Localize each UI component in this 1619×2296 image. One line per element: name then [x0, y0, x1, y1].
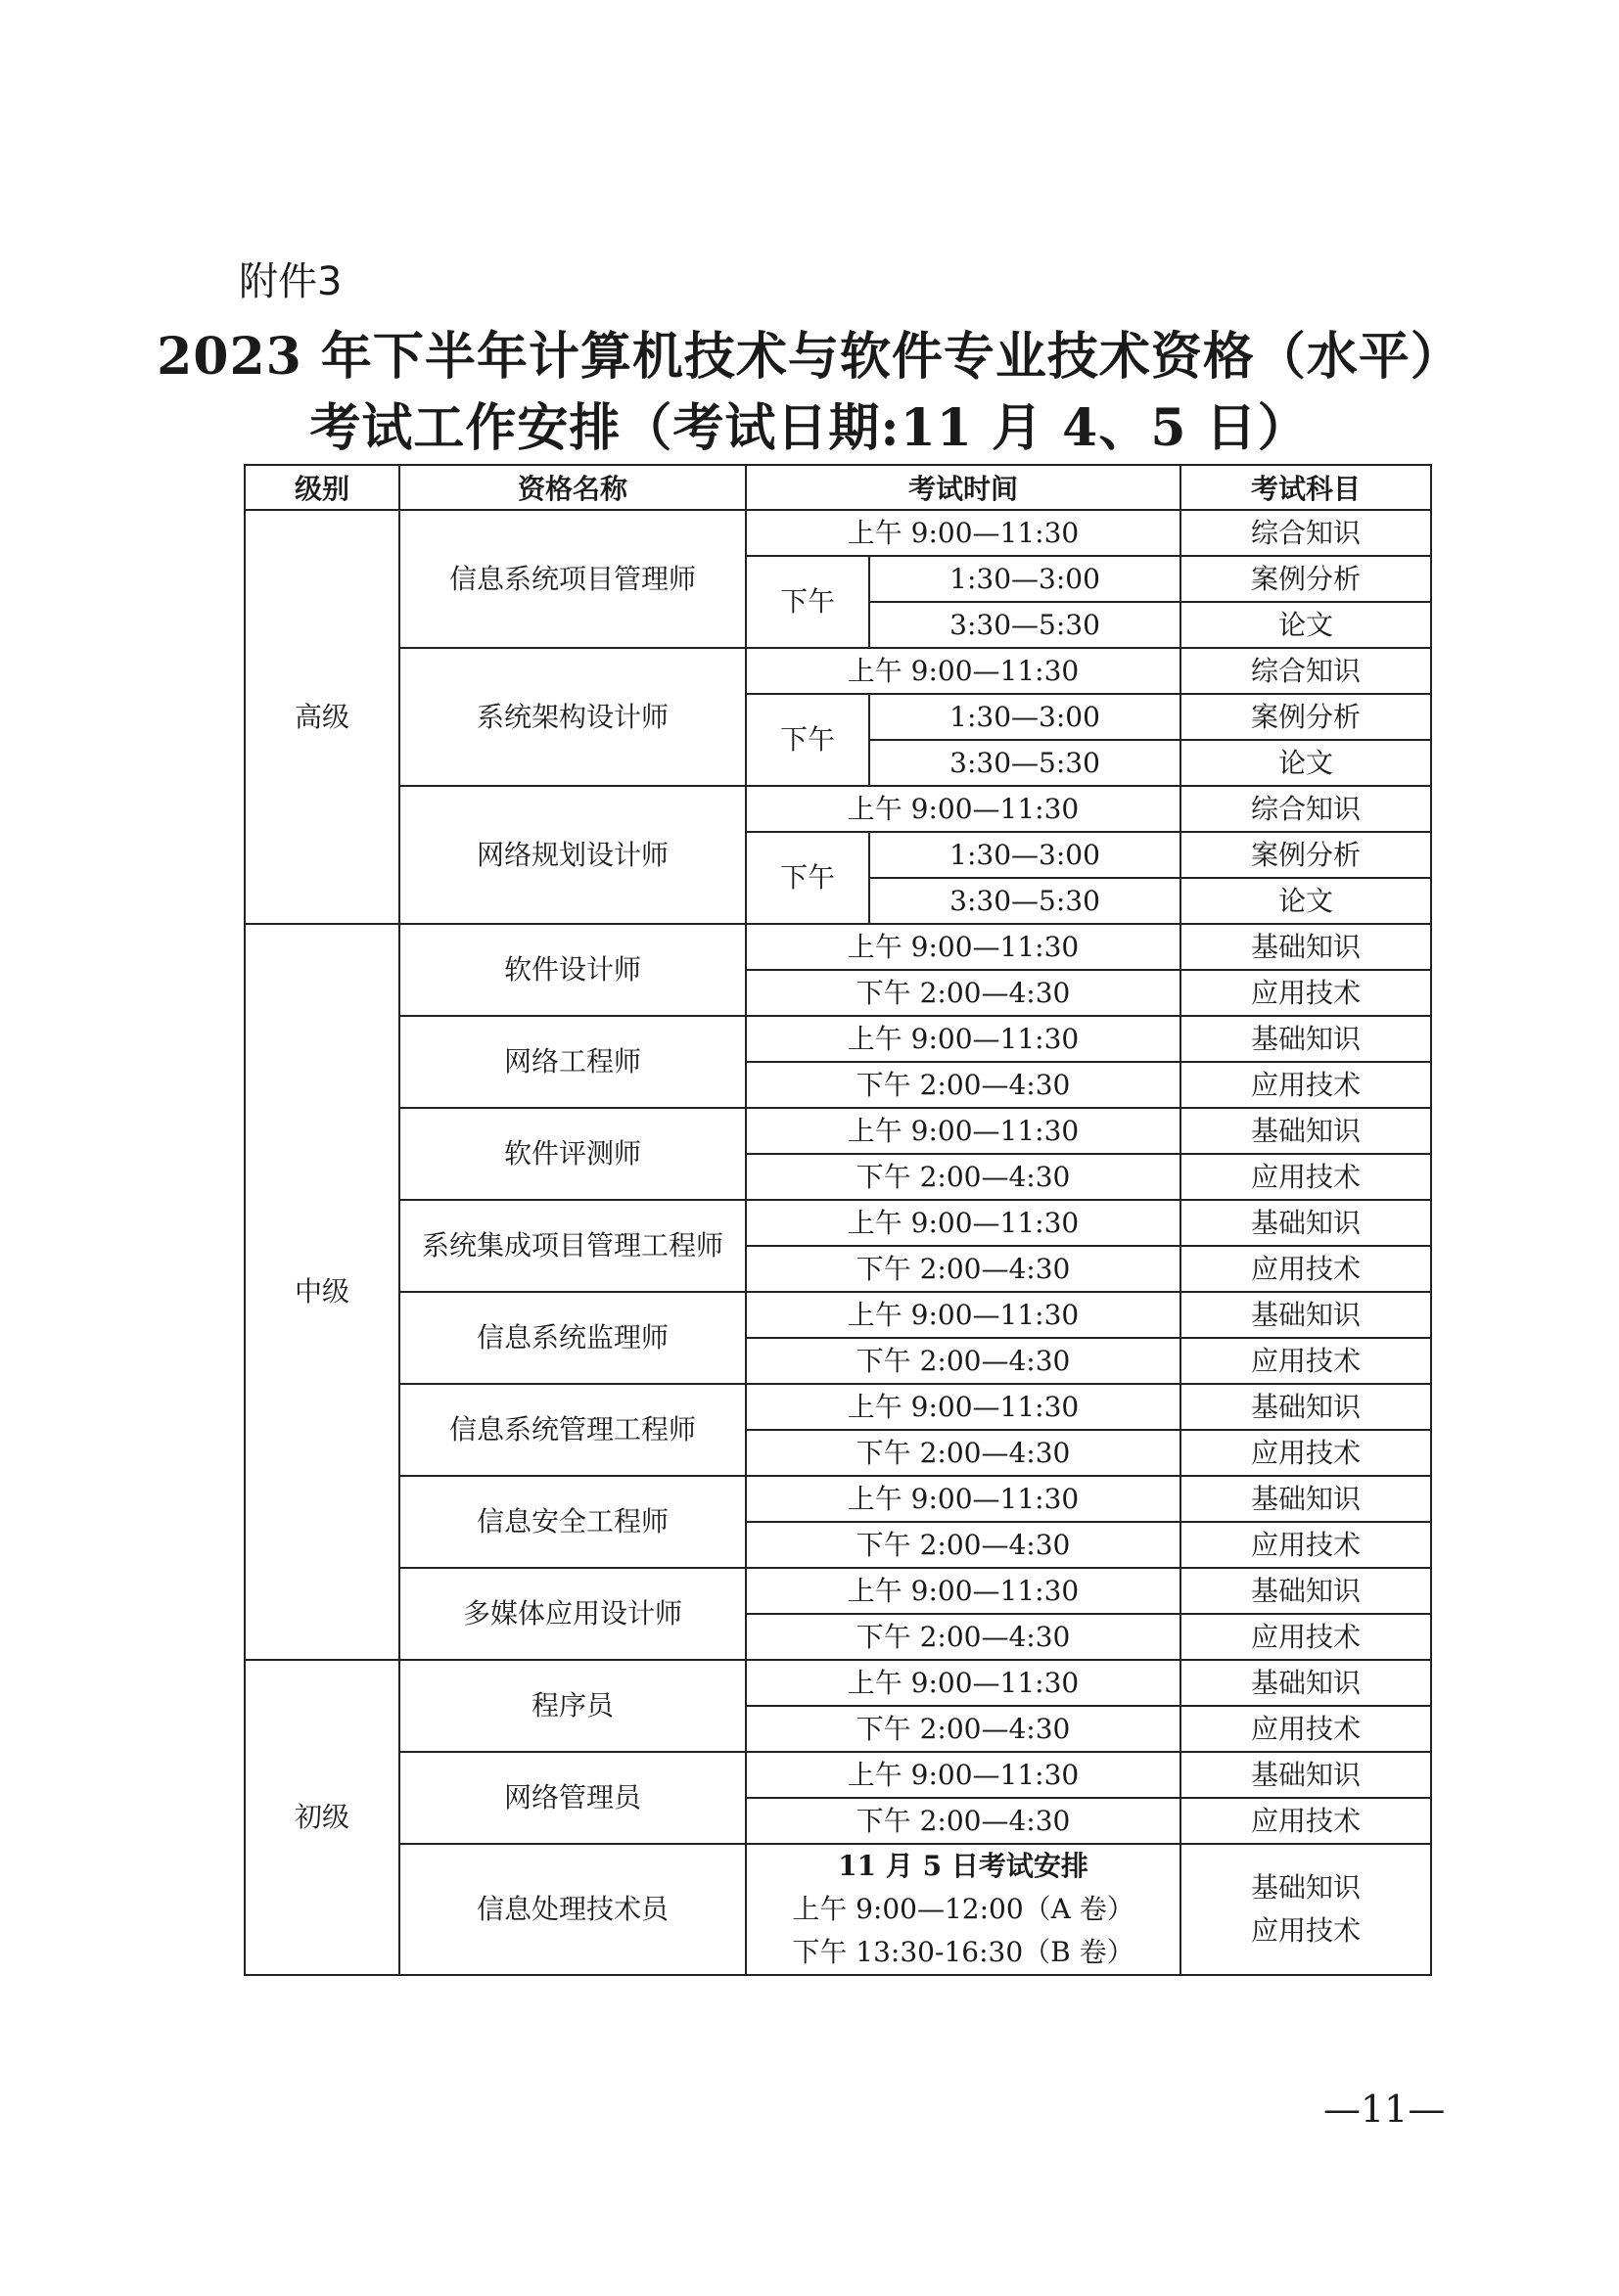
exam-time: 上午 9:00—11:30 [746, 1568, 1180, 1614]
qualification-name: 网络管理员 [399, 1752, 746, 1844]
exam-subject: 基础知识 [1180, 1752, 1431, 1798]
header-qualification: 资格名称 [399, 465, 746, 510]
exam-subject: 基础知识 [1180, 1384, 1431, 1430]
exam-time: 3:30—5:30 [869, 878, 1180, 924]
exam-subject: 应用技术 [1180, 1246, 1431, 1292]
special-schedule-title: 11 月 5 日考试安排 [838, 1850, 1088, 1882]
exam-subject: 基础知识 [1180, 924, 1431, 970]
qualification-name: 网络规划设计师 [399, 786, 746, 924]
exam-time: 下午 2:00—4:30 [746, 1798, 1180, 1844]
table-row [245, 1752, 1431, 1798]
exam-time: 上午 9:00—11:30 [746, 924, 1180, 970]
exam-subject: 案例分析 [1180, 832, 1431, 878]
exam-time: 1:30—3:00 [869, 556, 1180, 602]
exam-subject: 应用技术 [1180, 1798, 1431, 1844]
exam-subject: 应用技术 [1180, 970, 1431, 1016]
exam-subject: 基础知识 [1180, 1108, 1431, 1154]
exam-time: 上午 9:00—11:30 [746, 1200, 1180, 1246]
qualification-name: 软件评测师 [399, 1108, 746, 1200]
header-exam-time: 考试时间 [746, 465, 1180, 510]
table-row [245, 648, 1431, 694]
exam-time: 上午 9:00—11:30 [746, 1660, 1180, 1706]
table-row [245, 1476, 1431, 1522]
exam-subject: 基础知识 [1180, 1568, 1431, 1614]
exam-time: 下午 2:00—4:30 [746, 1246, 1180, 1292]
exam-time: 下午 2:00—4:30 [746, 1338, 1180, 1384]
level-senior: 高级 [245, 510, 399, 924]
exam-time: 上午 9:00—11:30 [746, 1476, 1180, 1522]
exam-subject: 基础知识 [1251, 1871, 1362, 1904]
table-row [245, 924, 1431, 970]
table-row [245, 1200, 1431, 1246]
exam-time: 上午 9:00—11:30 [746, 1108, 1180, 1154]
exam-subject: 应用技术 [1180, 1154, 1431, 1200]
exam-subject: 综合知识 [1180, 510, 1431, 556]
exam-time: 3:30—5:30 [869, 740, 1180, 786]
qualification-name: 信息安全工程师 [399, 1476, 746, 1568]
exam-time: 下午 2:00—4:30 [746, 1706, 1180, 1752]
exam-subject: 案例分析 [1180, 556, 1431, 602]
exam-time: 上午 9:00—11:30 [746, 1016, 1180, 1062]
afternoon-label: 下午 [746, 694, 869, 786]
exam-time: 1:30—3:00 [869, 694, 1180, 740]
special-subjects-cell [1180, 1844, 1431, 1975]
table-row [245, 1292, 1431, 1338]
exam-subject: 应用技术 [1180, 1614, 1431, 1660]
afternoon-label: 下午 [746, 832, 869, 924]
table-row [245, 1844, 1431, 1975]
exam-subject: 基础知识 [1180, 1016, 1431, 1062]
exam-time: 上午 9:00—11:30 [746, 1292, 1180, 1338]
table-row [245, 1384, 1431, 1430]
level-mid: 中级 [245, 924, 399, 1660]
qualification-name: 多媒体应用设计师 [399, 1568, 746, 1660]
exam-subject: 基础知识 [1180, 1476, 1431, 1522]
exam-subject: 论文 [1180, 878, 1431, 924]
exam-time: 下午 2:00—4:30 [746, 1522, 1180, 1568]
document-title-line1: 2023 年下半年计算机技术与软件专业技术资格（水平） [157, 327, 1462, 387]
qualification-name: 信息系统项目管理师 [399, 510, 746, 648]
exam-subject: 应用技术 [1180, 1062, 1431, 1108]
table-row [245, 510, 1431, 556]
qualification-name: 信息处理技术员 [399, 1844, 746, 1975]
table-row [245, 1660, 1431, 1706]
special-schedule-cell [746, 1844, 1180, 1975]
table-row [245, 786, 1431, 832]
exam-subject: 综合知识 [1180, 648, 1431, 694]
qualification-name: 软件设计师 [399, 924, 746, 1016]
exam-subject: 基础知识 [1180, 1200, 1431, 1246]
exam-time: 3:30—5:30 [869, 602, 1180, 648]
exam-subject: 应用技术 [1180, 1338, 1431, 1384]
exam-subject: 基础知识 [1180, 1660, 1431, 1706]
exam-time: 下午 2:00—4:30 [746, 970, 1180, 1016]
afternoon-label: 下午 [746, 556, 869, 648]
exam-subject: 应用技术 [1180, 1430, 1431, 1476]
exam-subject: 论文 [1180, 602, 1431, 648]
exam-time: 下午 2:00—4:30 [746, 1062, 1180, 1108]
exam-time: 下午 2:00—4:30 [746, 1154, 1180, 1200]
exam-time: 上午 9:00—11:30 [746, 1752, 1180, 1798]
exam-subject: 基础知识 [1180, 1292, 1431, 1338]
exam-time: 1:30—3:00 [869, 832, 1180, 878]
qualification-name: 信息系统管理工程师 [399, 1384, 746, 1476]
qualification-name: 网络工程师 [399, 1016, 746, 1108]
attachment-label: 附件3 [239, 259, 343, 304]
exam-subject: 应用技术 [1180, 1522, 1431, 1568]
header-level: 级别 [245, 465, 399, 510]
qualification-name: 程序员 [399, 1660, 746, 1752]
exam-schedule-table [244, 464, 1432, 1976]
document-title-line2: 考试工作安排（考试日期:11 月 4、5 日） [309, 398, 1310, 458]
exam-subject: 应用技术 [1251, 1914, 1362, 1947]
table-row [245, 1568, 1431, 1614]
exam-time: 下午 2:00—4:30 [746, 1614, 1180, 1660]
exam-time: 上午 9:00—11:30 [746, 510, 1180, 556]
page-number: —11— [1323, 2088, 1446, 2131]
exam-subject: 论文 [1180, 740, 1431, 786]
exam-subject: 综合知识 [1180, 786, 1431, 832]
exam-subject: 案例分析 [1180, 694, 1431, 740]
level-junior: 初级 [245, 1660, 399, 1975]
qualification-name: 系统集成项目管理工程师 [399, 1200, 746, 1292]
table-row [245, 1016, 1431, 1062]
exam-time: 上午 9:00—11:30 [746, 786, 1180, 832]
exam-subject: 应用技术 [1180, 1706, 1431, 1752]
qualification-name: 系统架构设计师 [399, 648, 746, 786]
special-schedule-am: 上午 9:00—12:00（A 卷） [792, 1893, 1134, 1925]
header-subject: 考试科目 [1180, 465, 1431, 510]
special-schedule-pm: 下午 13:30-16:30（B 卷） [792, 1936, 1134, 1968]
table-row [245, 1108, 1431, 1154]
table-header-row [245, 465, 1431, 510]
exam-time: 上午 9:00—11:30 [746, 1384, 1180, 1430]
exam-time: 上午 9:00—11:30 [746, 648, 1180, 694]
exam-time: 下午 2:00—4:30 [746, 1430, 1180, 1476]
qualification-name: 信息系统监理师 [399, 1292, 746, 1384]
